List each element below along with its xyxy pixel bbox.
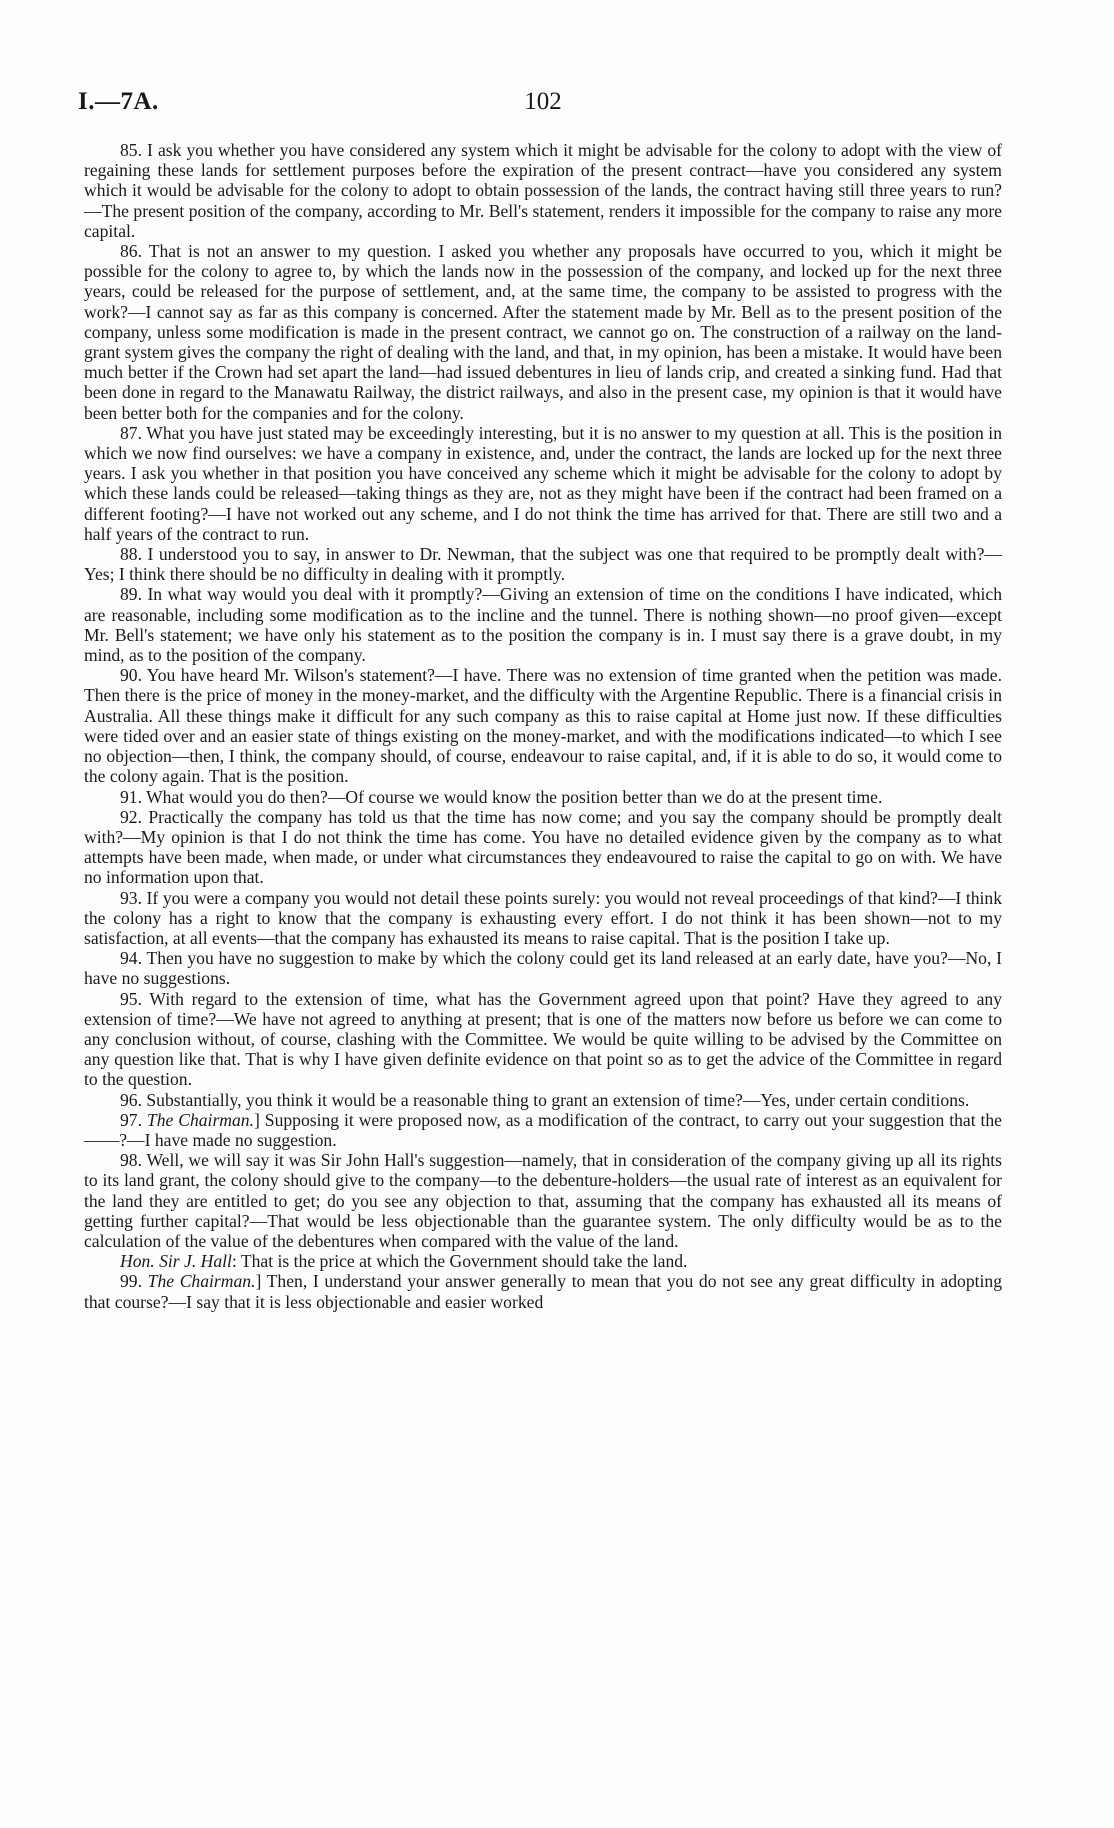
paragraph-88: 88. I understood you to say, in answer to Dr. Newman, that the subject was one that required to be promptly dealt with?—Yes; I think there should be no difficulty in dealing with it promptly.: [84, 544, 1002, 585]
paragraph-85: 85. I ask you whether you have considered any system which it might be advisable for the colony to adopt with the view of regaining these lands for settlement purposes before the expiration of the present contract—have you considered any system which it would be advisable for the colony to adopt to obtain possession of the lands, the contract having still three years to run?—The present position of the company, according to Mr. Bell's statement, renders it impossible for the company to raise any more capital.: [84, 140, 1002, 241]
document-reference: I.—7A.: [78, 88, 159, 115]
page-number: 102: [524, 88, 562, 115]
paragraph-text: ] Then, I understand your answer generally to mean that you do not see any great difficulty in adopting that course?—I say that it is less objectionable and easier worked: [84, 1271, 1002, 1312]
question-number: 97.: [120, 1109, 147, 1130]
paragraph-91: 91. What would you do then?—Of course we would know the position better than we do at the present time.: [120, 786, 883, 807]
speaker-name: The Chairman.: [146, 1109, 254, 1130]
page-body: [84, 140, 1002, 1312]
paragraph-89: 89. In what way would you deal with it promptly?—Giving an extension of time on the conditions I have indicated, which are reasonable, including some modification as to the incline and the tunnel. There is nothing shown—no proof given—except Mr. Bell's statement; we have only his statement as to the position the company is in. I must say there is a grave doubt, in my mind, as to the position of the company.: [84, 584, 1002, 666]
paragraph-text: ] Supposing it were proposed now, as a modification of the contract, to carry out your suggestion that the ——?—I have made no suggestion.: [84, 1109, 1002, 1150]
paragraph-94: 94. Then you have no suggestion to make by which the colony could get its land released at an early date, have you?—No, I have no suggestions.: [84, 948, 1002, 989]
paragraph-86: 86. That is not an answer to my question. I asked you whether any proposals have occurred to you, which it might be possible for the colony to agree to, by which the lands now in the possession of the company, and locked up for the next three years, could be released for the purpose of settlement, and, at the same time, the company to be assisted to progress with the work?—I cannot say as far as this company is concerned. After the statement made by Mr. Bell as to the present position of the company, unless some modification is made in the present contract, we cannot go on. The construction of a railway on the land-grant system gives the company the right of dealing with the land, and that, in my opinion, has been a mistake. It would have been much better if the Crown had set apart the land—had issued debentures in lieu of lands crip, and created a sinking fund. Had that been done in regard to the Manawatu Railway, the district railways, and also in the present case, my opinion is that it would have been better both for the companies and for the colony.: [84, 241, 1002, 423]
question-number: 99.: [120, 1271, 148, 1292]
paragraph-95: 95. With regard to the extension of time, what has the Government agreed upon that point? Have they agreed to any extension of time?—We have not agreed to anything at present; that is one of the matters now before us before we can come to any conclusion without, of course, clashing with the Committee. We would be quite willing to be advised by the Committee on any question like that. That is why I have given definite evidence on that point so as to get the advice of the Committee in regard to the question.: [84, 988, 1002, 1090]
paragraph-interjection: [84, 1251, 1002, 1271]
speaker-name: Hon. Sir J. Hall: [120, 1251, 232, 1272]
paragraph-text: : That is the price at which the Government should take the land.: [231, 1251, 688, 1272]
speaker-name: The Chairman.: [147, 1271, 256, 1292]
paragraph-96: 96. Substantially, you think it would be a reasonable thing to grant an extension of time?—Yes, under certain conditions.: [120, 1089, 970, 1110]
paragraph-93: 93. If you were a company you would not detail these points surely: you would not reveal proceedings of that kind?—I think the colony has a right to know that the company is exhausting every effort. I do not think it has been shown—not to my satisfaction, at all events—that the company has exhausted its means to raise capital. That is the position I take up.: [84, 887, 1002, 948]
paragraph-87: 87. What you have just stated may be exceedingly interesting, but it is no answer to my question at all. This is the position in which we now find ourselves: we have a company in existence, and, under the contract, the lands are locked up for the next three years. I ask you whether in that position you have conceived any scheme which it might be advisable for the colony to adopt by which these lands could be released—taking things as they are, not as they might have been if the contract had been framed on a different footing?—I have not worked out any scheme, and I do not think the time has arrived for that. There are still two and a half years of the contract to run.: [84, 422, 1002, 544]
page-header: [78, 88, 1008, 118]
paragraph-97: [84, 1110, 1002, 1150]
paragraph-98: 98. Well, we will say it was Sir John Hall's suggestion—namely, that in consideration of the company giving up all its rights to its land grant, the colony should give to the company—to the debenture-holders—the usual rate of interest as an equivalent for the land they are entitled to get; do you see any objection to that, assuming that the company has exhausted all its means of getting further capital?—That would be less objectionable than the guarantee system. The only difficulty would be as to the calculation of the value of the debentures when compared with the value of the land.: [84, 1150, 1002, 1251]
paragraph-92: 92. Practically the company has told us that the time has now come; and you say the company should be promptly dealt with?—My opinion is that I do not think the time has come. You have no detailed evidence given by the company as to what attempts have been made, when made, or under what circumstances they endeavoured to raise the capital to go on with. We have no information upon that.: [84, 806, 1002, 888]
paragraph-90: 90. You have heard Mr. Wilson's statement?—I have. There was no extension of time granted when the petition was made. Then there is the price of money in the money-market, and the difficulty with the Argentine Republic. There is a financial crisis in Australia. All these things make it difficult for any such company as this to raise capital at Home just now. If these difficulties were tided over and an easier state of things existing on the money-market, and with the modifications indicated—to which I see no objection—then, I think, the company should, of course, endeavour to raise capital, and, if it is able to do so, it would come to the colony again. That is the position.: [84, 665, 1002, 787]
paragraph-99: [84, 1271, 1002, 1311]
